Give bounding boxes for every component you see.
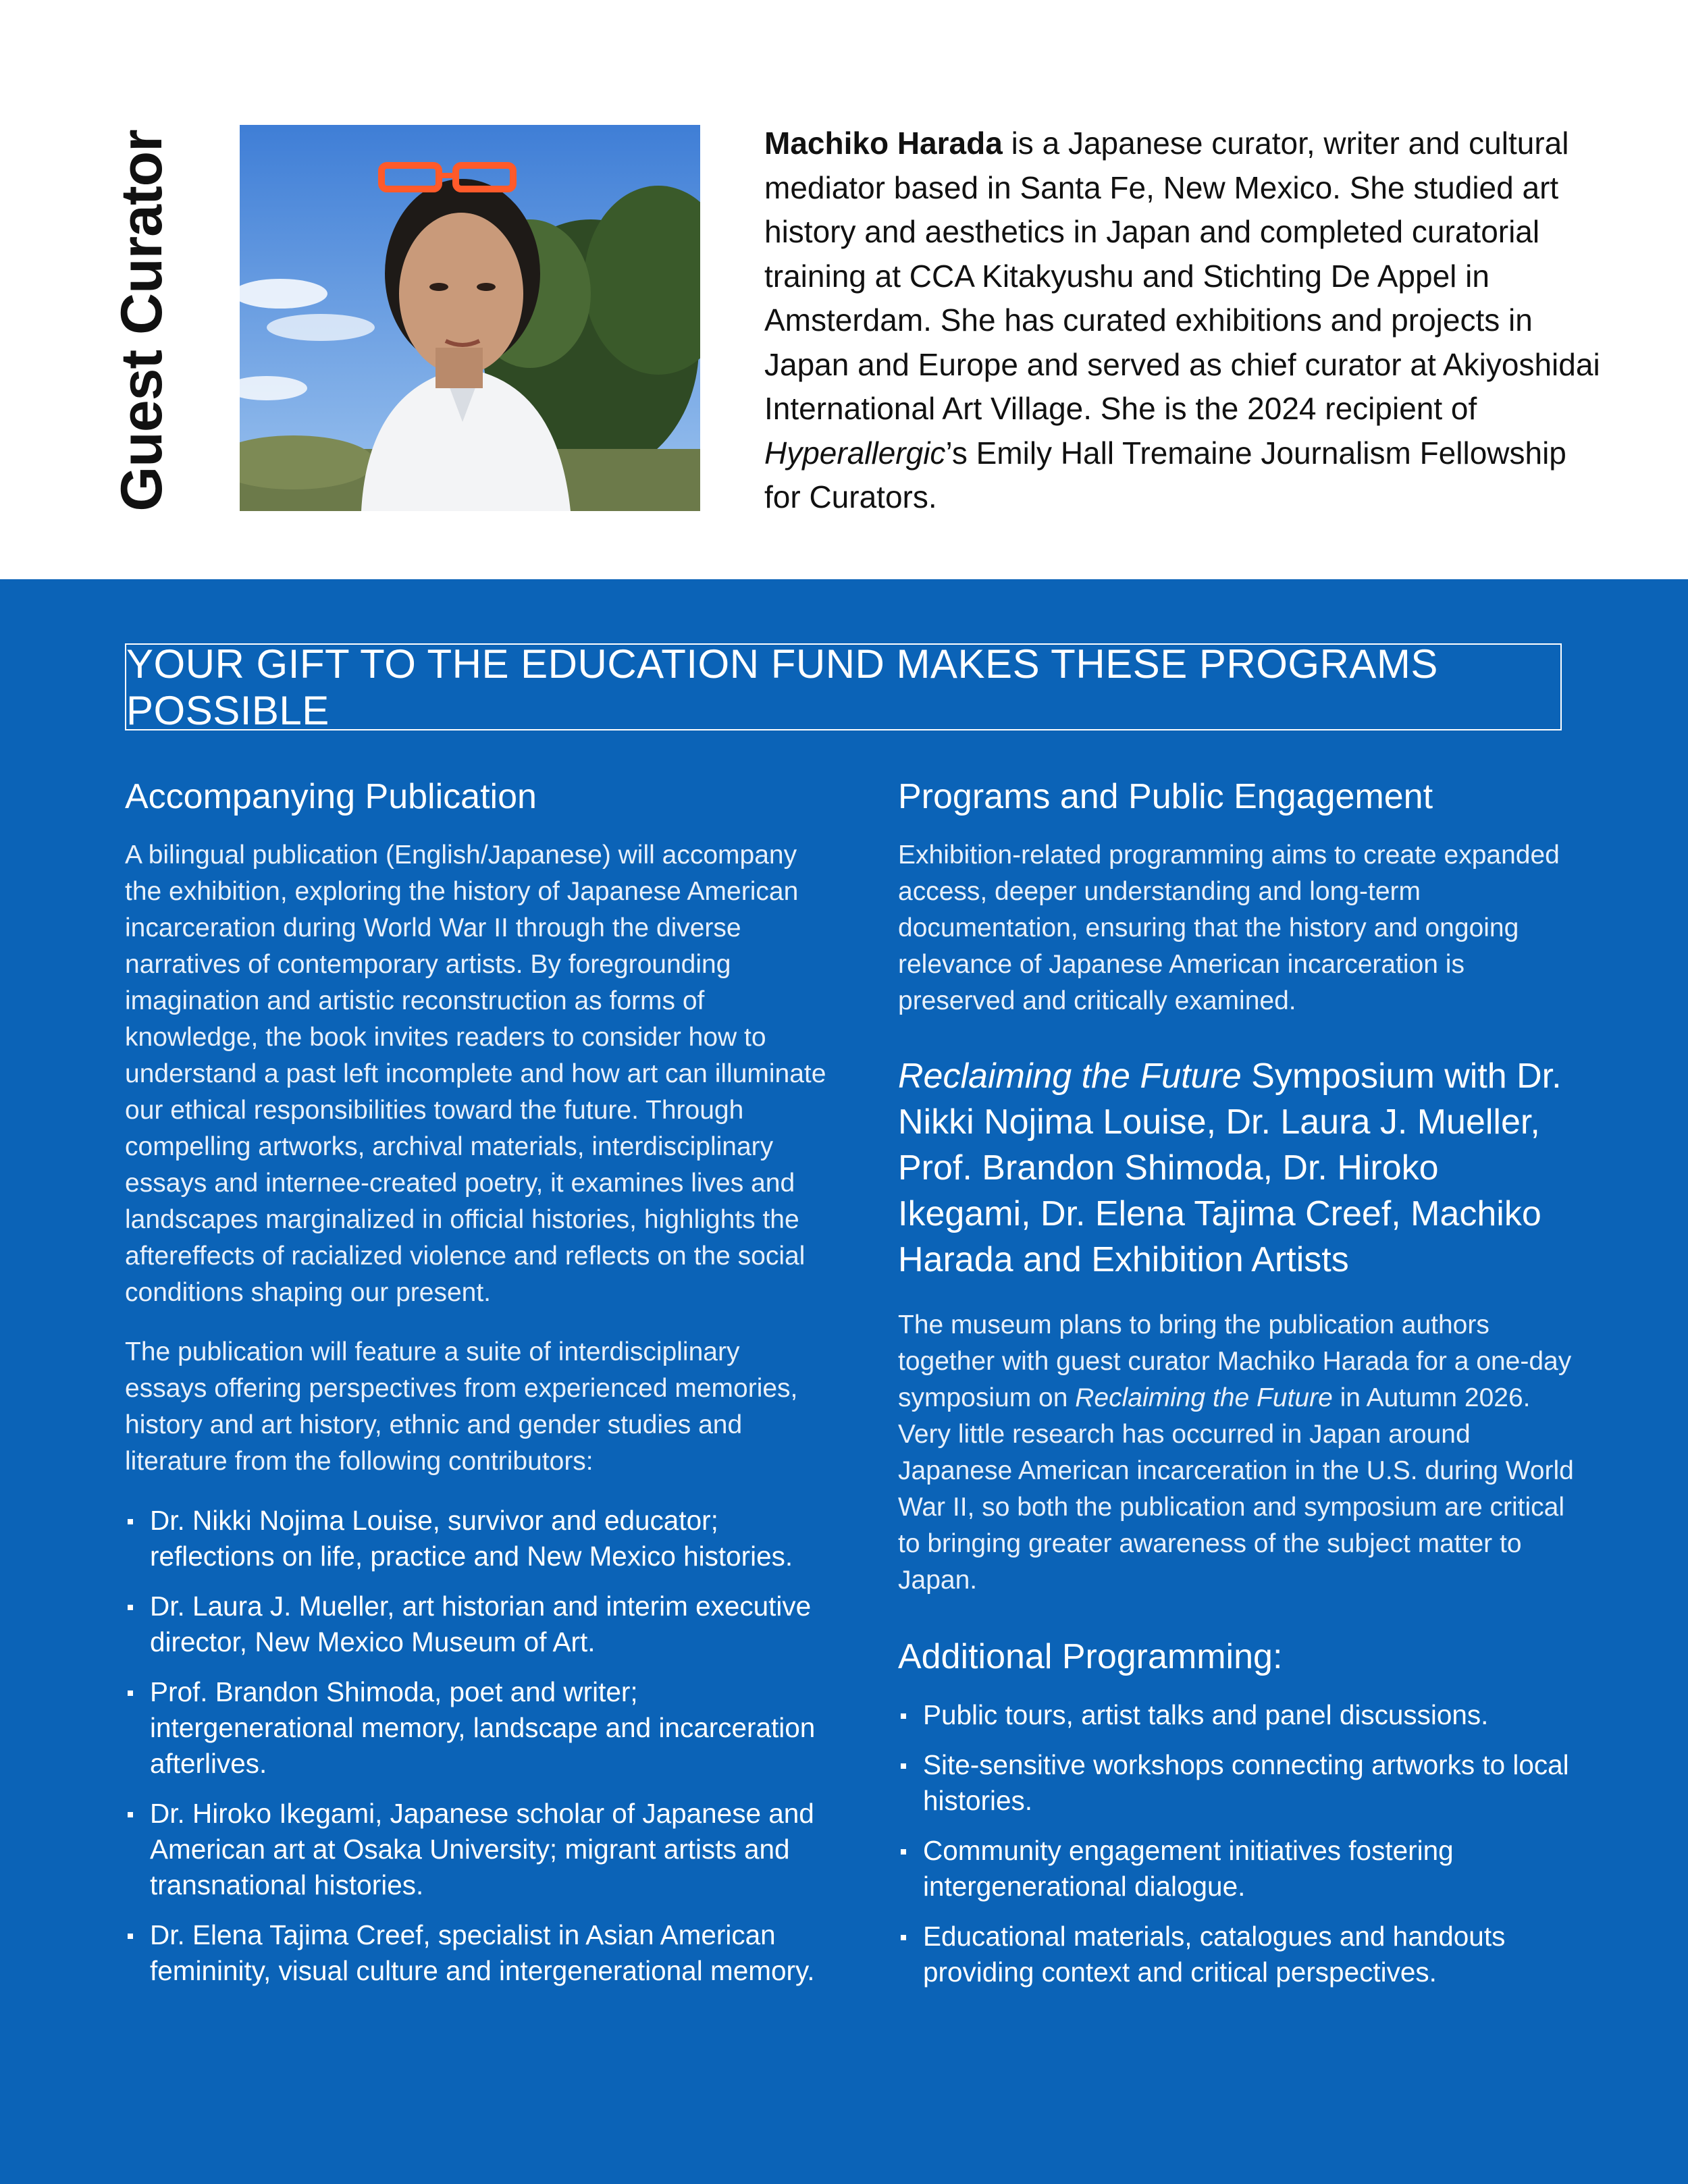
list-item: Educational materials, catalogues and handouts providing context and critical perspectives. (898, 1919, 1580, 1990)
list-item: Prof. Brandon Shimoda, poet and writer; intergenerational memory, landscape and incarceration afterlives. (125, 1674, 827, 1782)
side-title-wrapper (101, 128, 182, 513)
symposium-heading (898, 1053, 1580, 1283)
symposium-text-a: The museum plans to bring the publication authors together with guest curator Machiko Harada for a one-day symposium on (898, 1310, 1572, 1412)
programs-column (898, 775, 1580, 2004)
bio-italic-publication: Hyperallergic (764, 435, 946, 471)
bio-text-part2: ’s Emily Hall Tremaine Journalism Fellowship for Curators. (764, 435, 1566, 514)
list-item: Dr. Hiroko Ikegami, Japanese scholar of Japanese and American art at Osaka University; migrant artists and transnational histories. (125, 1796, 827, 1903)
contributors-list (125, 1503, 827, 1989)
list-item: Site-sensitive workshops connecting artworks to local histories. (898, 1747, 1580, 1819)
list-item: Community engagement initiatives fostering intergenerational dialogue. (898, 1833, 1580, 1905)
additional-programming-heading: Additional Programming: (898, 1637, 1283, 1676)
curator-portrait-image (240, 125, 700, 511)
publication-heading: Accompanying Publication (125, 777, 537, 816)
programs-section (0, 579, 1688, 2184)
curator-photo (240, 125, 700, 511)
curator-name: Machiko Harada (764, 126, 1003, 161)
list-item: Dr. Nikki Nojima Louise, survivor and educator; reflections on life, practice and New Mexico histories. (125, 1503, 827, 1574)
curator-bio (764, 122, 1602, 520)
publication-column (125, 775, 827, 2003)
publication-paragraph-2: The publication will feature a suite of interdisciplinary essays offering perspectives from experienced memories, history and art history, ethnic and gender studies and literature from the following contributors: (125, 1337, 798, 1476)
additional-programming-list (898, 1697, 1580, 1990)
symposium-title-italic: Reclaiming the Future (898, 1057, 1242, 1096)
side-title: Guest Curator (109, 130, 174, 512)
programs-paragraph: Exhibition-related programming aims to create expanded access, deeper understanding and long-term documentation, ensuring that the history and ongoing relevance of Japanese American incarceration is preserved and critically examined. (898, 841, 1560, 1015)
publication-paragraph-1: A bilingual publication (English/Japanese) will accompany the exhibition, exploring the history of Japanese American incarceration during World War II through the diverse narratives of contemporary artists. By foregrounding imagination and artistic reconstruction as forms of knowledge, the book invites readers to consider how to understand a past left incomplete and how art can illuminate our ethical responsibilities toward the future. Through compelling artworks, archival materials, interdisciplinary essays and internee-created poetry, it examines lives and landscapes marginalized in official histories, highlights the aftereffects of racialized violence and reflects on the social conditions shaping our present. (125, 841, 826, 1307)
education-fund-banner: YOUR GIFT TO THE EDUCATION FUND MAKES THESE PROGRAMS POSSIBLE (125, 643, 1562, 730)
programs-heading: Programs and Public Engagement (898, 777, 1433, 816)
symposium-title-rest: Symposium with Dr. Nikki Nojima Louise, Dr. Laura J. Mueller, Prof. Brandon Shimoda, Dr. Hiroko Ikegami, Dr. Elena Tajima Creef, Machiko Harada and Exhibition Artists (898, 1057, 1562, 1279)
bio-text-part1: is a Japanese curator, writer and cultural mediator based in Santa Fe, New Mexico. She studied art history and aesthetics in Japan and completed curatorial training at CCA Kitakyushu and Stichting De Appel in Amsterdam. She has curated exhibitions and projects in Japan and Europe and served as chief curator at Akiyoshidai International Art Village. She is the 2024 recipient of (764, 126, 1600, 426)
list-item: Public tours, artist talks and panel discussions. (898, 1697, 1580, 1733)
curator-section (0, 0, 1688, 579)
list-item: Dr. Laura J. Mueller, art historian and interim executive director, New Mexico Museum of Art. (125, 1589, 827, 1660)
symposium-text-b: in Autumn 2026. Very little research has occurred in Japan around Japanese American incarceration in the U.S. during World War II, so both the publication and symposium are critical to bringing greater awareness of the subject matter to Japan. (898, 1383, 1574, 1595)
list-item: Dr. Elena Tajima Creef, specialist in Asian American femininity, visual culture and intergenerational memory. (125, 1917, 827, 1989)
symposium-paragraph (898, 1307, 1580, 1599)
symposium-text-italic: Reclaiming the Future (1075, 1383, 1333, 1412)
